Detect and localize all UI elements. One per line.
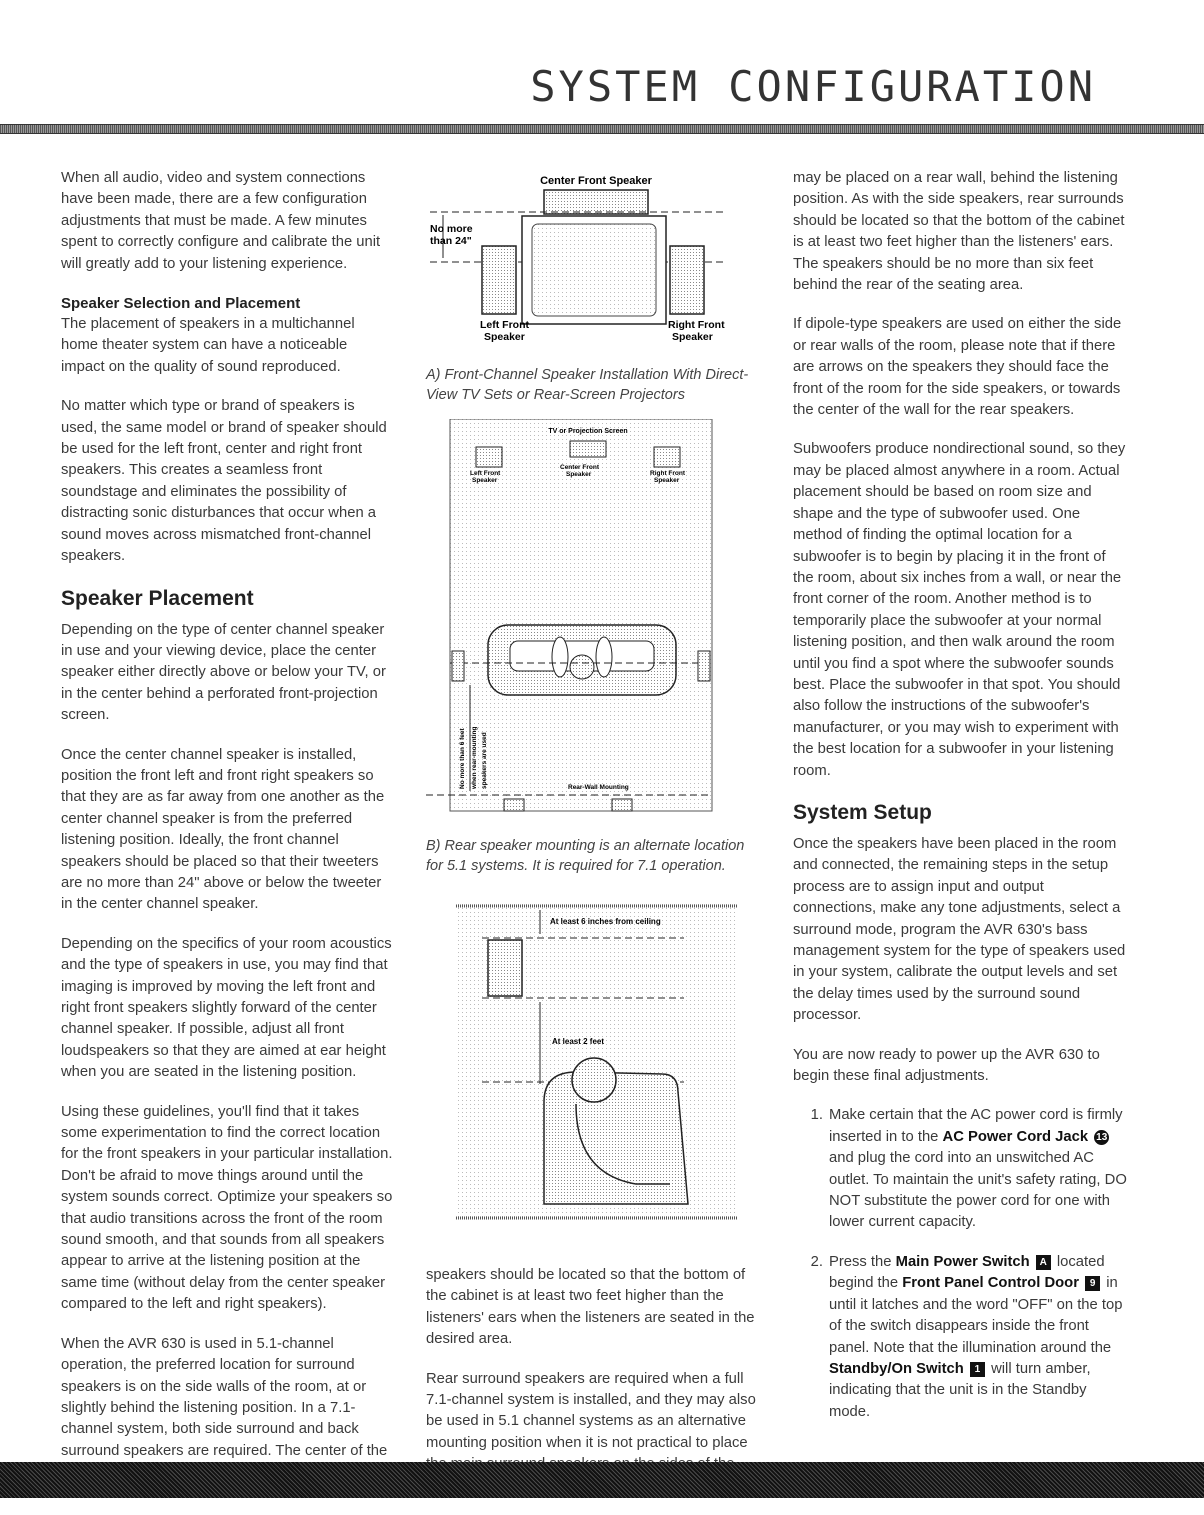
right-speaker-shape [670,246,704,314]
step-2-number: 2. [810,1253,823,1270]
left-front-label-1: Left Front [480,319,529,331]
column-right [793,168,1127,1441]
listener-head [570,655,594,679]
placement-paragraph-4: Using these guidelines, you'll find that it takes some experimentation to find the correct location for the front speakers in your particular installation. Don't be afraid to move things around until the system sounds correct. Optimize your speakers so that audio transitions across the front of the room sound smooth, and that sounds from all speakers appear to arrive at the listening position at the same time (without delay from the center speaker compared to the left and right speakers). [61,1103,393,1313]
standby-on-switch-label: Standby/On Switch [829,1360,964,1377]
column-left [61,168,393,1502]
room-center-speaker [570,441,606,457]
figure-b-caption: B) Rear speaker mounting is an alternate location for 5.1 systems. It is required for 7.1 operation. [426,838,745,874]
right-paragraph-1: may be placed on a rear wall, behind the listening position. As with the side speakers, rear surrounds should be located so that the bottom of the cabinet is at least two feet higher than the listeners' ears. The speakers should be no more than six feet behind the rear of the seating area. [793,170,1125,294]
system-setup-heading: System Setup [793,800,932,824]
placement-paragraph-1: Depending on the type of center channel speaker in use and your viewing device, place the center speaker either directly above or below your TV, or in the center behind a perforated front-projection screen. [61,621,386,724]
figure-a-front-speakers [426,168,758,360]
page-title: SYSTEM CONFIGURATION [530,62,1096,111]
right-paragraph-3: Subwoofers produce nondirectional sound, so they may be placed almost anywhere in a room. Actual placement should be based on room size and shape and the type of subwoofer used. One method of finding the optimal location for a subwoofer is to begin by placing it in the front of the room, about six inches from a wall, or near the front corner of the room. Another method is to temporarily place the subwoofer at your normal listening position, and then walk around the room until you find a spot where the subwoofer sounds best. Place the subwoofer in that spot. You should also follow the instructions of the subwoofer's manufacturer, or you may wish to experiment with the best location for a subwoofer in your listening room. [793,441,1126,779]
placement-paragraph-2: Once the center channel speaker is installed, position the front left and front right speakers so that they are as far away from one another as the center channel speaker is from the preferred listening position. Ideally, the front channel speakers should be placed so that their tweeters are no more than 24" above or below the tweeter in the center channel speaker. [61,746,385,913]
no-more-label-2: than 24" [430,235,472,247]
step-1-text: Make certain that the AC power cord is firmly inserted in to the AC Power Cord Jack 13 and plug the cord into an unswitched AC outlet. To maintain the unit's safety rating, DO NOT substitute the power cord for one with lower current capacity. [829,1107,1127,1231]
figure-a-caption: A) Front-Channel Speaker Installation With Direct-View TV Sets or Rear-Screen Projectors [426,367,749,403]
placement-paragraph-3: Depending on the specifics of your room acoustics and the type of speakers in use, you may find that imaging is improved by moving the left front and right front speakers slightly forward of the center channel speaker. If possible, adjust all front loudspeakers so that they are aimed at ear height when you are seated in the listening position. [61,935,392,1081]
side-label-1: No more than 6 feet [459,728,466,789]
room-left-speaker [476,447,502,467]
middle-paragraph-1: speakers should be located so that the bottom of the cabinet is at least two feet higher than the listeners' ears when the listeners are seated in the desired area. [426,1267,755,1348]
left-front-label-2: Speaker [484,331,525,343]
speaker-selection-heading: Speaker Selection and Placement [61,295,301,313]
seated-head [572,1058,616,1102]
ac-power-cord-jack-label: AC Power Cord Jack [942,1128,1089,1145]
listener-arm-left [552,637,568,677]
column-middle [426,168,758,1515]
setup-steps [793,1105,1127,1423]
step-1 [793,1105,1127,1233]
side-label-3: speakers are used [481,732,488,789]
no-more-label-1: No more [430,223,473,235]
rear-left-speaker [504,799,524,811]
room-left-label-2: Speaker [472,477,498,484]
center-front-label: Center Front Speaker [540,175,652,187]
tv-screen-shape [532,224,656,316]
header-rule [0,124,1204,134]
center-speaker-shape [544,190,648,214]
listener-arm-right [596,637,612,677]
right-front-label-2: Speaker [672,331,713,343]
setup-paragraph-1: Once the speakers have been placed in the room and connected, the remaining steps in the setup process are to assign input and output connections, make any tone adjustments, select a surround mode, program the AVR 630's bass management system for the type of speakers used in your system, calibrate the output levels and set the delay times used by the surround sound processor. [793,835,1126,1024]
side-label-2: when rear-mounting [471,726,478,789]
ceiling-label: At least 6 inches from ceiling [550,917,661,926]
front-panel-door-label: Front Panel Control Door [902,1275,1079,1292]
middle-paragraph-2: Rear surround speakers are required when a full 7.1-channel system is installed, and they may also be used in 5.1 channel systems as an alternative mounting position when it is not practical to place [426,1370,756,1451]
step-2-text: Press the Main Power Switch A located begind the Front Panel Control Door 9 in until it latches and the word "OFF" on the top of the switch disappears inside the front panel. Note that the illumination around the Standby/On Switch 1 will turn amber, indicating that the unit is in the Standby mode. [829,1253,1123,1420]
side-left-speaker [452,651,464,681]
step-2 [793,1252,1127,1423]
room-right-label-1: Right Front [650,470,686,477]
setup-paragraph-2: You are now ready to power up the AVR 630 to begin these final adjustments. [793,1046,1100,1085]
figure-c-speaker-height [426,904,758,1236]
rear-wall-label: Rear-Wall Mounting [568,784,629,791]
screen-label: TV or Projection Screen [548,428,628,435]
wall-speaker-shape [488,940,522,996]
step-1-number: 1. [810,1107,823,1124]
placement-paragraph-5: When the AVR 630 is used in 5.1-channel operation, the preferred location for surround speakers is on the side walls of the room, at or slightly behind the listening position. In a 7.1-channel system, both side surround and back surround speakers are required. The center of the [61,1335,388,1459]
right-paragraph-2: If dipole-type speakers are used on either the side or rear walls of the room, please note that if there are arrows on the speakers they should face the front of the room for the side speakers, or towards the center of the wall for the rear speakers. [793,316,1122,419]
room-right-label-2: Speaker [654,477,680,484]
selection-paragraph-1: The placement of speakers in a multichannel home theater system can have a noticeable impact on the quality of sound reproduced. [61,316,355,375]
callout-13-icon: 13 [1096,1131,1108,1143]
room-right-speaker [654,447,680,467]
callout-1-icon: 1 [970,1362,985,1377]
side-right-speaker [698,651,710,681]
callout-9-icon: 9 [1085,1276,1100,1291]
rear-right-speaker [612,799,632,811]
feet-label: At least 2 feet [552,1037,605,1046]
room-center-label-2: Speaker [566,471,592,478]
room-center-label-1: Center Front [560,464,599,471]
room-left-label-1: Left Front [470,470,501,477]
main-power-switch-label: Main Power Switch [895,1253,1030,1270]
speaker-placement-heading: Speaker Placement [61,586,254,610]
right-front-label-1: Right Front [668,319,725,331]
left-speaker-shape [482,246,516,314]
figure-b-room-layout [426,419,758,839]
callout-a-icon: A [1036,1255,1051,1270]
footer-bar [0,1462,1204,1498]
intro-paragraph: When all audio, video and system connections have been made, there are a few configuration adjustments that must be made. A few minutes spent to correctly configure and calibrate the unit will greatly add to your listening experience. [61,170,381,272]
selection-paragraph-2: No matter which type or brand of speakers is used, the same model or brand of speaker should be used for the left front, center and right front speakers. This creates a seamless front soundstage and eliminates the possibility of distracting sonic disturbances that occur when a sound moves across mismatched front-channel speakers. [61,398,387,565]
